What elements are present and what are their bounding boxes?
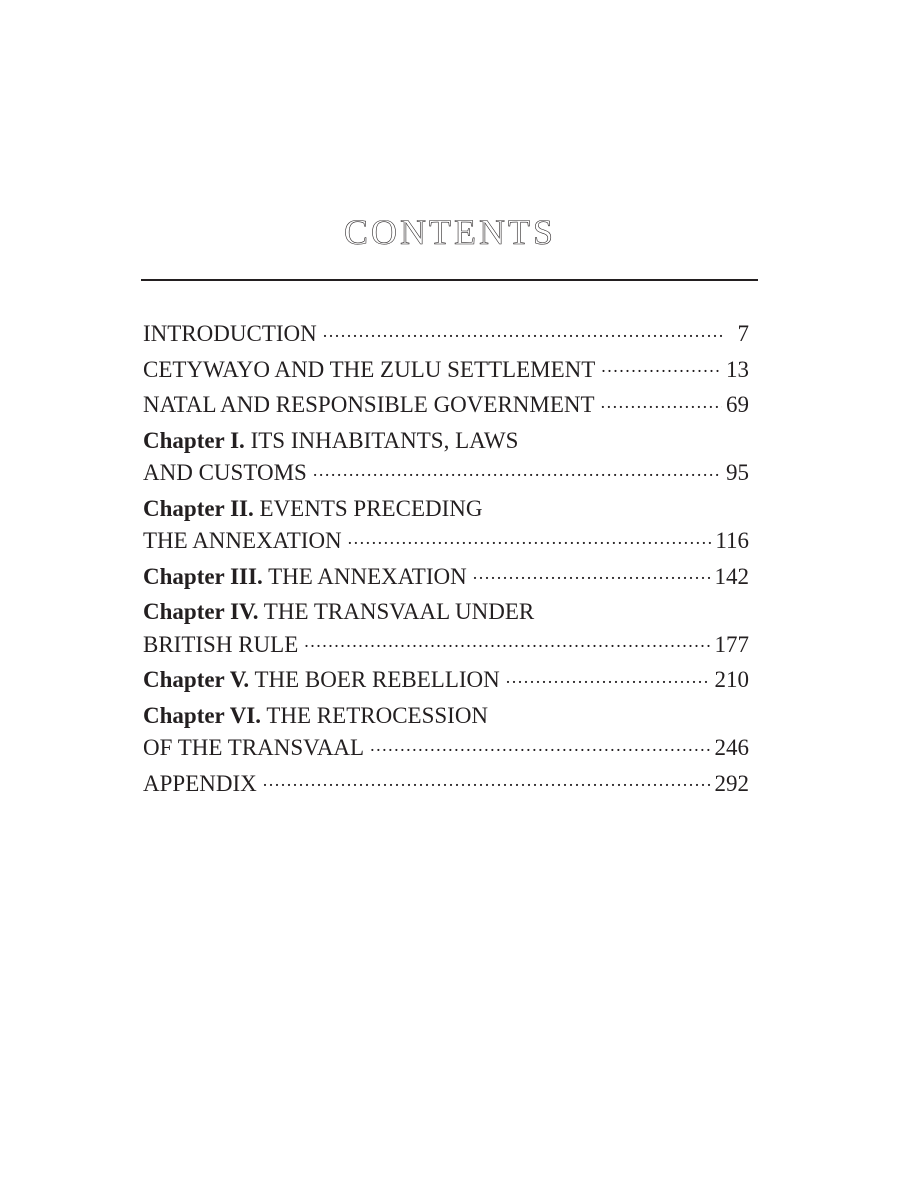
toc-entry-label: THE ANNEXATION — [143, 528, 342, 553]
dot-leader — [263, 771, 711, 791]
toc-entry-label: AND CUSTOMS — [143, 460, 307, 485]
toc-entry-label: CETYWAYO AND THE ZULU SETTLEMENT — [143, 356, 596, 382]
toc-entry-chapter-3[interactable] — [143, 561, 749, 594]
chapter-number: Chapter II. — [143, 495, 254, 521]
toc-entry-introduction[interactable] — [143, 318, 749, 351]
toc-entry-chapter-5[interactable] — [143, 664, 749, 697]
dot-leader — [304, 632, 710, 652]
dot-leader — [348, 528, 712, 548]
dot-leader — [506, 667, 711, 687]
page-title: CONTENTS — [344, 212, 556, 252]
toc-entry-page: 292 — [714, 770, 749, 796]
chapter-title: THE ANNEXATION — [268, 563, 467, 589]
chapter-number: Chapter III. — [143, 563, 263, 589]
toc-entry-label: NATAL AND RESPONSIBLE GOVERNMENT — [143, 392, 595, 417]
chapter-title-line-1: THE RETROCESSION — [266, 702, 489, 728]
dot-leader — [323, 321, 723, 341]
toc-entry-chapter-4[interactable] — [143, 596, 749, 661]
chapter-number: Chapter V. — [143, 667, 250, 692]
toc-entry-label — [143, 664, 500, 697]
table-of-contents — [143, 318, 749, 803]
toc-entry-appendix[interactable] — [143, 768, 749, 801]
toc-entry-page: 246 — [714, 735, 749, 760]
title-rule — [141, 279, 758, 281]
toc-entry-page: 116 — [715, 528, 749, 553]
toc-entry-page: 210 — [714, 667, 749, 692]
toc-entry-label — [143, 561, 467, 594]
toc-entry-page: 7 — [737, 321, 749, 346]
dot-leader — [601, 357, 722, 377]
toc-entry-cetywayo[interactable] — [143, 354, 749, 387]
chapter-number: Chapter VI. — [143, 702, 261, 728]
toc-entry-label: APPENDIX — [143, 770, 257, 796]
dot-leader — [313, 460, 722, 480]
chapter-number: Chapter I. — [143, 427, 245, 453]
dot-leader — [370, 735, 710, 755]
toc-entry-label: BRITISH RULE — [143, 631, 299, 657]
toc-entry-chapter-6[interactable] — [143, 700, 749, 765]
dot-leader — [473, 564, 711, 584]
toc-entry-page: 13 — [726, 356, 749, 382]
toc-entry-label: INTRODUCTION — [143, 321, 317, 346]
toc-entry-page: 177 — [714, 631, 749, 657]
dot-leader — [601, 392, 722, 412]
toc-entry-page: 142 — [714, 563, 749, 589]
chapter-title-line-1: THE TRANSVAAL UNDER — [263, 599, 535, 624]
chapter-title-line-1: ITS INHABITANTS, LAWS — [250, 427, 519, 453]
toc-entry-chapter-1[interactable] — [143, 425, 749, 490]
toc-entry-label: OF THE TRANSVAAL — [143, 735, 365, 760]
chapter-title-line-1: EVENTS PRECEDING — [259, 495, 483, 521]
toc-entry-natal[interactable] — [143, 389, 749, 422]
toc-entry-page: 95 — [726, 460, 749, 485]
toc-entry-page: 69 — [726, 392, 749, 417]
chapter-title: THE BOER REBELLION — [254, 667, 500, 692]
toc-entry-chapter-2[interactable] — [143, 493, 749, 558]
chapter-number: Chapter IV. — [143, 599, 259, 624]
